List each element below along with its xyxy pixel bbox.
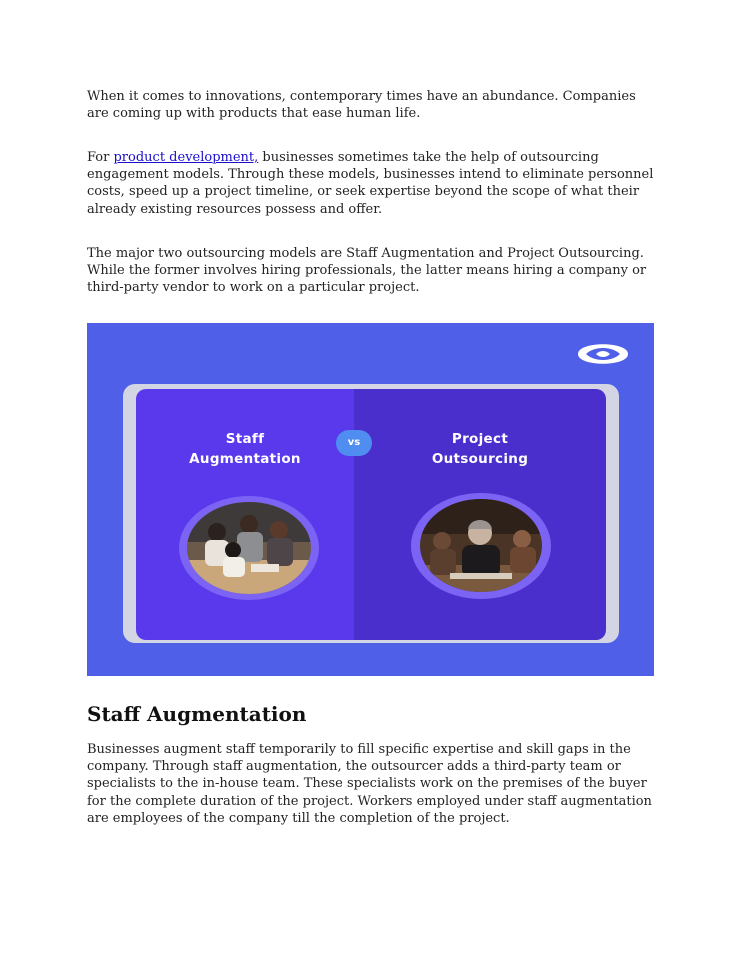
section-heading: Staff Augmentation [87, 702, 307, 726]
paragraph-2-prefix: For [87, 150, 114, 165]
paragraph-2-rest: businesses sometimes take the help of outsourcing engagement models. Through these models, businesses intend to eliminate personnel costs, speed up a project timeline, or seek expertise beyond the scope of what their already existing resources possess and offer. [87, 150, 654, 217]
right-title-line-2: Outsourcing [431, 451, 529, 467]
staff-augmentation-title [136, 429, 354, 469]
brand-logo-icon [574, 335, 632, 373]
intro-paragraph-2 [87, 149, 655, 218]
left-title-line-1: Staff [225, 431, 265, 447]
left-title-line-2: Augmentation [189, 451, 301, 467]
vs-badge: vs [336, 430, 372, 456]
right-title-line-1: Project [451, 431, 509, 447]
project-outsourcing-card [354, 389, 606, 640]
comparison-figure [87, 323, 654, 676]
staff-team-photo [187, 502, 311, 594]
project-outsourcing-title [354, 429, 606, 469]
section-body-paragraph: Businesses augment staff temporarily to fill specific expertise and skill gaps in the company. Through staff augmentation, the outsourcer adds a third-party team or specialists to the in-house team. These specialists work on the premises of the buyer for the complete duration of the project. Workers employed under staff augmentation are employees of the company till the completion of the project. [87, 742, 652, 826]
intro-paragraph-1: When it comes to innovations, contemporary times have an abundance. Companies are coming up with products that ease human life. [87, 89, 636, 122]
intro-paragraph-3: The major two outsourcing models are Staff Augmentation and Project Outsourcing. While the former involves hiring professionals, the latter means hiring a company or third-party vendor to work on a particular project. [87, 246, 647, 296]
project-team-photo [420, 499, 542, 592]
staff-augmentation-card [136, 389, 354, 640]
product-development-link[interactable]: product development, [113, 150, 259, 165]
